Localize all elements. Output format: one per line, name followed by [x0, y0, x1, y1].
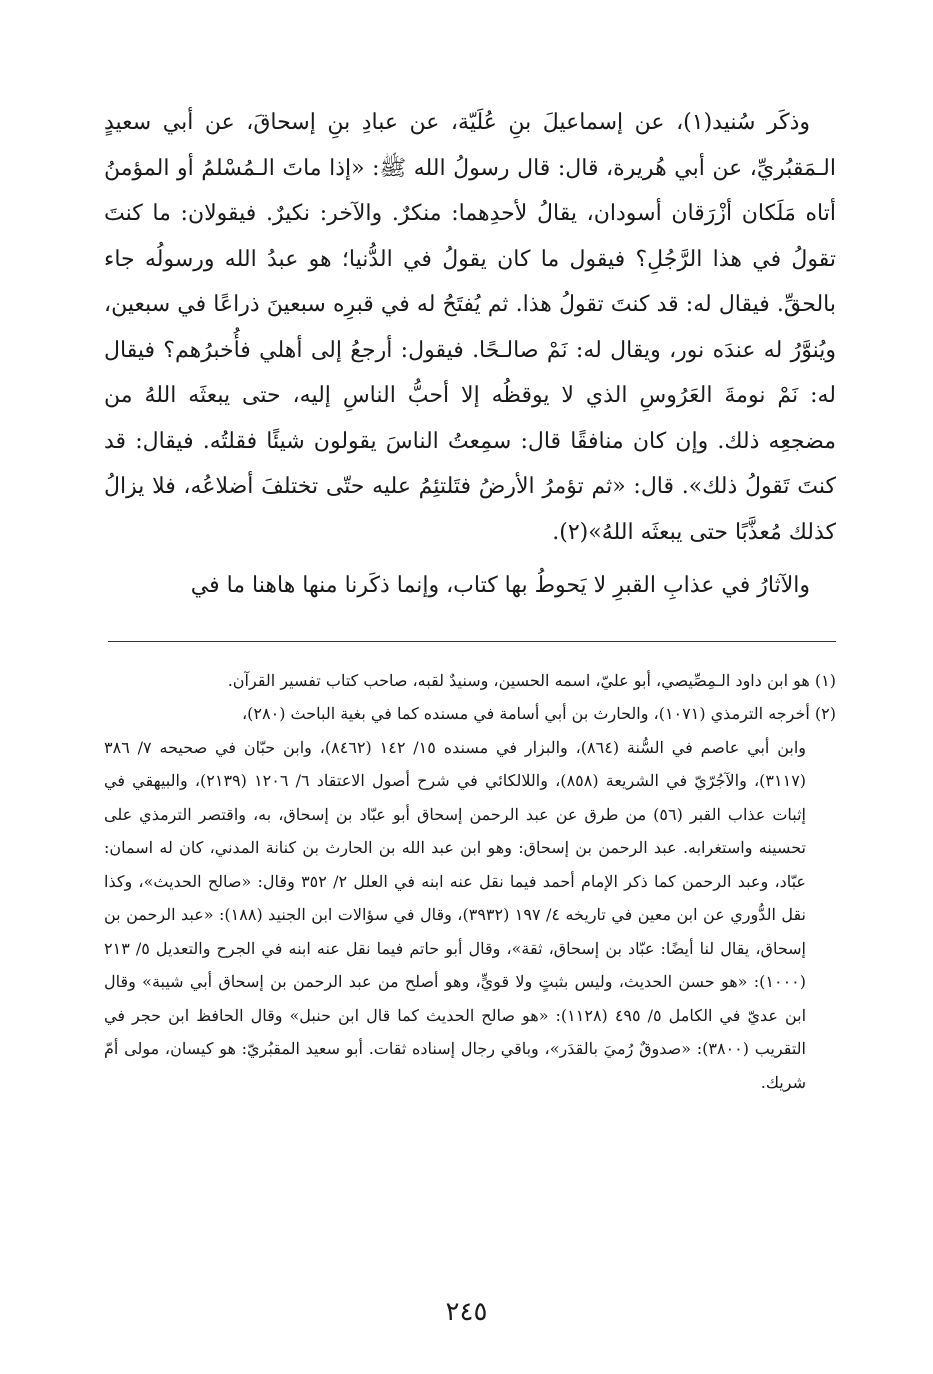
main-text [104, 100, 836, 609]
body-paragraph-2: والآثارُ في عذابِ القبرِ لا يَحوطُ بها كتاب، وإنما ذكَرنا منها هاهنا ما في [190, 573, 810, 598]
footnote-2-first-line: (٢) أخرجه الترمذي (١٠٧١)، والحارث بن أبي أسامة في مسنده كما في بغية الباحث (٢٨٠)، [242, 704, 836, 723]
page-number: ٢٤٥ [445, 1297, 488, 1327]
footnote-divider [108, 641, 836, 642]
footnote-2-body: وابن أبي عاصم في السُّنة (٨٦٤)، والبزار في مسنده ١٥/ ١٤٢ (٨٤٦٢)، وابن حبّان في صحيحه ٧/ ٣٨٦ (٣١١٧)، والآجُرّيّ في الشريعة (٨٥٨)، واللالكائي في شرح أصول الاعتقاد ٦/ ١٢٠٦ (٢١٣٩)، والبيهقي في إثبات عذاب القبر (٥٦) من طرق عن عبد الرحمن إسحاق أبو عبّاد بن إسحاق، به، واقتصر الترمذي على تحسينه واستغرابه. عبد الرحمن بن إسحاق: وهو ابن عبد الله بن الحارث بن كنانة المدني، كان له اسمان: عبّاد، وعبد الرحمن كما ذكر الإمام أحمد فيما نقل عنه ابنه في العلل ٢/ ٣٥٢ وقال: «صالح الحديث»، وكذا نقل الدُّوري عن ابن معين في تاريخه ٤/ ١٩٧ (٣٩٣٢)، وقال في سؤالات ابن الجنيد (١٨٨): «عبد الرحمن بن إسحاق، يقال لنا أيضًا: عبّاد بن إسحاق، ثقة»، وقال أبو حاتم فيما نقل عنه ابنه في الجرح والتعديل ٥/ ٢١٣ (١٠٠٠): «هو حسن الحديث، وليس بثبتٍ ولا قويٍّ، وهو أصلح من عبد الرحمن بن إسحاق أبي شيبة» وقال ابن عديّ في الكامل ٥/ ٤٩٥ (١١٢٨): «هو صالح الحديث كما قال ابن حنبل» وقال الحافظ ابن حجر في التقريب (٣٨٠٠): «صدوقٌ رُميَ بالقدَر»، وباقي رجال إسناده ثقات. أبو سعيد المقبُريّ: هو كيسان، مولى أمّ شريك. [104, 737, 807, 1092]
footnotes [104, 664, 836, 1100]
footnote-1: (١) هو ابن داود الـمِصِّيصي، أبو عليّ، اسمه الحسين، وسنيدٌ لقبه، صاحب كتاب تفسير القرآن. [227, 670, 836, 690]
body-paragraph-1: وذكَر سُنيد(١)، عن إسماعيلَ بنِ عُلَيّة، عن عبادِ بنِ إسحاقَ، عن أبي سعيدٍ الـمَقبُريِّ، عن أبي هُريرة، قال: قال رسولُ الله ﷺ: «إذا ماتَ الـمُسْلمُ أو المؤمنُ أتاه مَلَكان أزْرَقان أسودان، يقالُ لأحدِهما: منكرٌ. والآخر: نكيرٌ. فيقولان: ما كنتَ تقولُ في هذا الرَّجُلِ؟ فيقول ما كان يقولُ في الدُّنيا؛ هو عبدُ الله ورسولُه جاء بالحقِّ. فيقال له: قد كنتَ تقولُ هذا. ثم يُفتَحُ له في قبرِه سبعينَ ذراعًا في سبعين، ويُنوَّرُ له عندَه نور، ويقال له: نَمْ صالـحًا. فيقول: أرجعُ إلى أهلي فأُخبرُهم؟ فيقال له: نَمْ نومةَ العَرُوسِ الذي لا يوقظُه إلا أحبُّ الناسِ إليه، حتى يبعثَه اللهُ من مضجعِه ذلك. وإن كان منافقًا قال: سمِعتُ الناسَ يقولون شيئًا فقلتُه. فيقال: قد كنتَ تَقولُ ذلك». قال: «ثم تؤمرُ الأرضُ فتَلتئِمُ عليه حتّى تختلفَ أضلاعُه، فلا يزالُ كذلك مُعذَّبًا حتى يبعثَه اللهُ»(٢). [104, 110, 836, 545]
page-content [104, 100, 836, 1099]
